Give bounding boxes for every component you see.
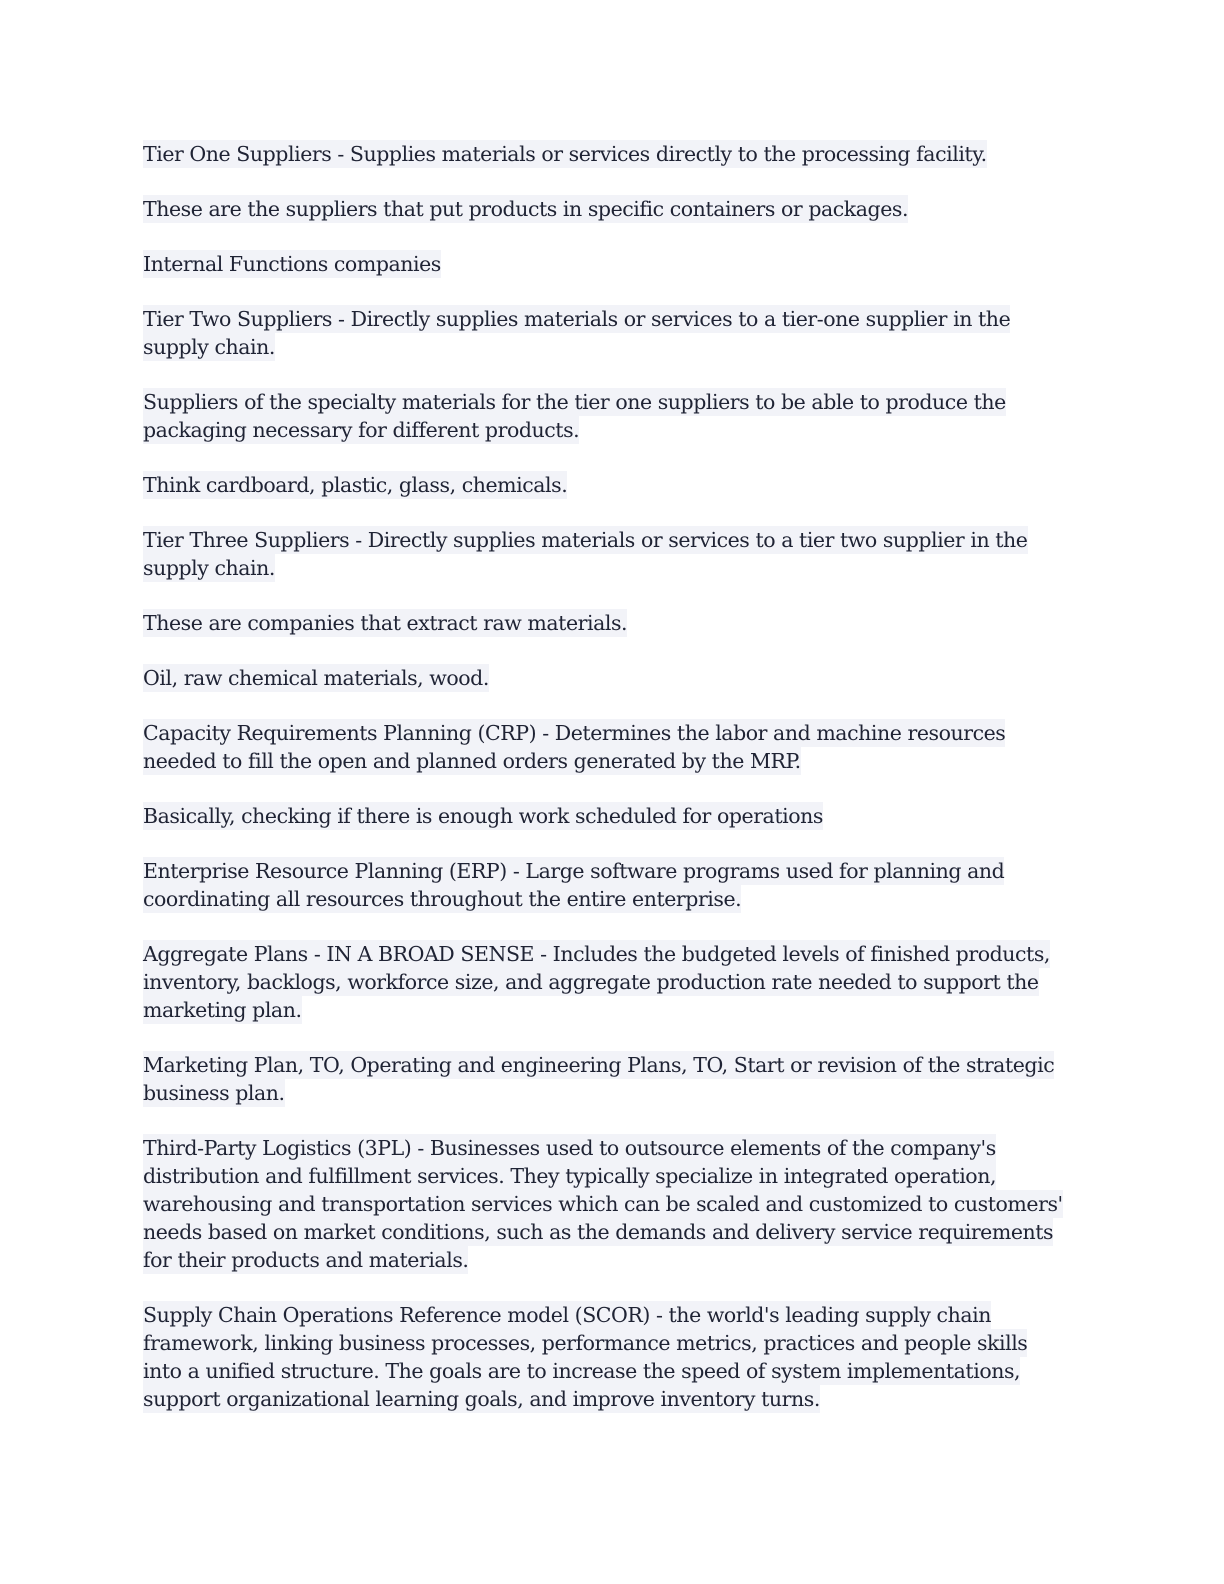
paragraph-tier-two-description: [143, 388, 1063, 444]
paragraph-text: Third-Party Logistics (3PL) - Businesses used to outsource elements of the company's distribution and fulfillment services. They typically specialize in integrated operation, warehousing and transportation services which can be scaled and customized to customers' needs based on market conditions, such as the demands and delivery service requirements for their products and materials.: [143, 1136, 1063, 1272]
paragraph-text: Think cardboard, plastic, glass, chemicals.: [143, 473, 568, 497]
paragraph-text: Supply Chain Operations Reference model (SCOR) - the world's leading supply chain framework, linking business processes, performance metrics, practices and people skills into a unified structure. The goals are to increase the speed of system implementations, support organizational learning goals, and improve inventory turns.: [143, 1303, 1028, 1411]
paragraph-text: These are the suppliers that put products in specific containers or packages.: [143, 197, 909, 221]
paragraph-crp-note: [143, 802, 1063, 830]
paragraph-crp: [143, 719, 1063, 775]
paragraph-text: Tier One Suppliers - Supplies materials or services directly to the processing facility.: [143, 142, 987, 166]
paragraph-3pl: [143, 1134, 1063, 1274]
paragraph-text: Internal Functions companies: [143, 252, 441, 276]
paragraph-text: Marketing Plan, TO, Operating and engineering Plans, TO, Start or revision of the strategic business plan.: [143, 1053, 1055, 1105]
paragraph-erp: [143, 857, 1063, 913]
paragraph-text: Tier Two Suppliers - Directly supplies materials or services to a tier-one supplier in the supply chain.: [143, 307, 1011, 359]
paragraph-text: Capacity Requirements Planning (CRP) - Determines the labor and machine resources needed to fill the open and planned orders generated by the MRP.: [143, 721, 1006, 773]
paragraph-tier-three-suppliers: [143, 526, 1063, 582]
paragraph-tier-two-examples: [143, 471, 1063, 499]
paragraph-marketing-plan: [143, 1051, 1063, 1107]
paragraph-scor: [143, 1301, 1063, 1413]
paragraph-tier-one-suppliers: [143, 140, 1063, 168]
paragraph-text: Basically, checking if there is enough work scheduled for operations: [143, 804, 823, 828]
paragraph-text: These are companies that extract raw materials.: [143, 611, 628, 635]
paragraph-tier-one-description: [143, 195, 1063, 223]
paragraph-tier-three-examples: [143, 664, 1063, 692]
paragraph-tier-two-suppliers: [143, 305, 1063, 361]
paragraph-text: Tier Three Suppliers - Directly supplies materials or services to a tier two supplier in the supply chain.: [143, 528, 1028, 580]
paragraph-aggregate-plans: [143, 940, 1063, 1024]
paragraph-text: Enterprise Resource Planning (ERP) - Large software programs used for planning and coordinating all resources throughout the entire enterprise.: [143, 859, 1005, 911]
paragraph-internal-functions: [143, 250, 1063, 278]
paragraph-tier-three-description: [143, 609, 1063, 637]
paragraph-text: Suppliers of the specialty materials for the tier one suppliers to be able to produce the packaging necessary for different products.: [143, 390, 1006, 442]
paragraph-text: Aggregate Plans - IN A BROAD SENSE - Includes the budgeted levels of finished products, inventory, backlogs, workforce size, and aggregate production rate needed to support the marketing plan.: [143, 942, 1050, 1022]
paragraph-text: Oil, raw chemical materials, wood.: [143, 666, 489, 690]
document-page: [143, 140, 1063, 1440]
